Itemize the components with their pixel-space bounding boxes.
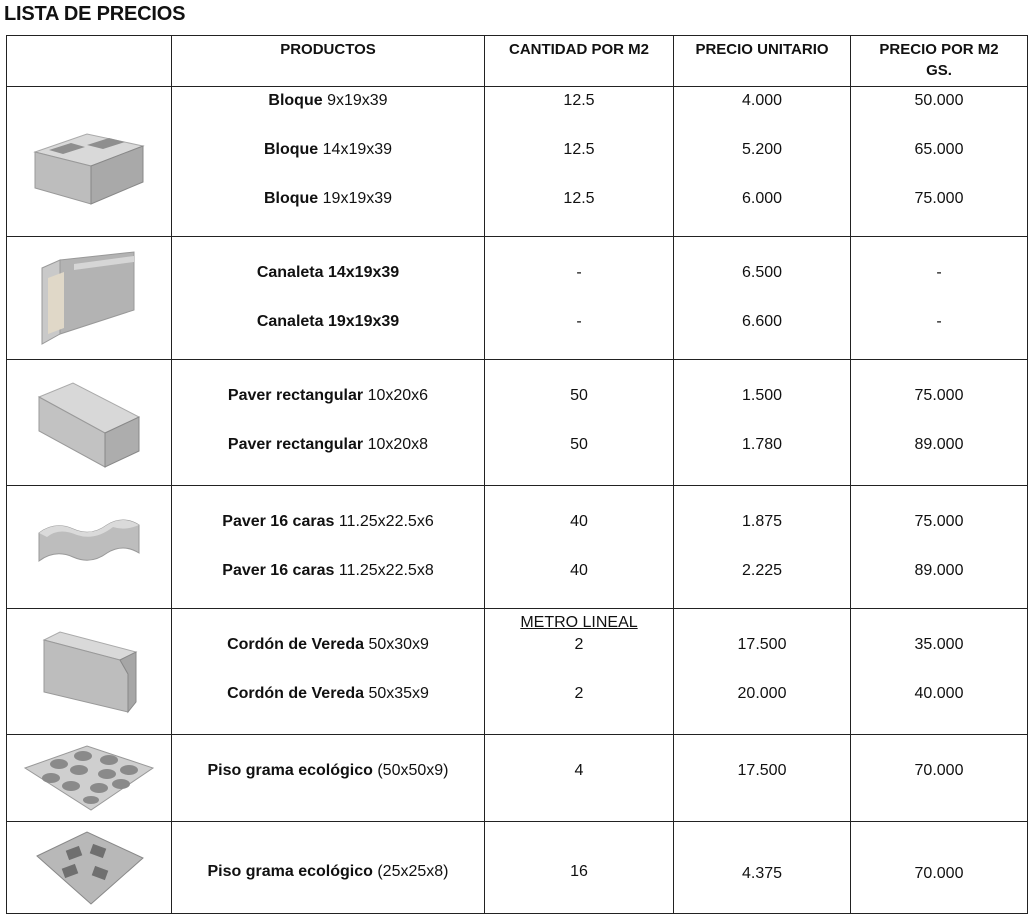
unit-price-value: 17.500 xyxy=(737,636,787,653)
product-group-bloque xyxy=(7,87,1028,237)
unit-price-value: 4.000 xyxy=(741,92,783,109)
grass-paver-grid-icon xyxy=(21,740,157,816)
image-cell xyxy=(7,87,172,237)
image-cell xyxy=(7,609,172,735)
product-names xyxy=(172,735,485,822)
image-cell xyxy=(7,822,172,914)
unit-price-value: 17.500 xyxy=(737,762,787,779)
quantity-cell xyxy=(485,360,674,486)
price-m2-cell xyxy=(851,360,1028,486)
quantity-value: 2 xyxy=(574,685,584,702)
quantity-cell xyxy=(485,609,674,735)
product-name: Bloque 9x19x39 xyxy=(268,92,388,109)
price-m2-value: 89.000 xyxy=(914,562,964,579)
price-m2-value: 40.000 xyxy=(914,685,964,702)
price-m2-cell xyxy=(851,735,1028,822)
u-channel-block-icon xyxy=(34,248,144,348)
unit-price-value: 1.780 xyxy=(741,436,783,453)
price-m2-value: 89.000 xyxy=(914,436,964,453)
quantity-cell xyxy=(485,237,674,360)
header-products: PRODUCTOS xyxy=(172,36,485,87)
product-name: Piso grama ecológico (50x50x9) xyxy=(207,762,449,779)
unit-price-value: 4.375 xyxy=(741,865,783,882)
quantity-value: 2 xyxy=(574,636,584,653)
product-name: Piso grama ecológico (25x25x8) xyxy=(207,863,449,880)
unit-price-value: 6.600 xyxy=(741,313,783,330)
quantity-value: 40 xyxy=(570,562,588,579)
quantity-cell xyxy=(485,822,674,914)
rectangular-paver-icon xyxy=(33,375,145,471)
unit-price-value: 20.000 xyxy=(737,685,787,702)
quantity-value: 50 xyxy=(570,436,588,453)
price-m2-cell xyxy=(851,87,1028,237)
product-name: Canaleta 14x19x39 xyxy=(256,264,400,281)
quantity-value: - xyxy=(576,264,582,281)
price-m2-value: 70.000 xyxy=(914,762,964,779)
unit-price-value: 6.500 xyxy=(741,264,783,281)
product-names xyxy=(172,87,485,237)
quantity-value: 16 xyxy=(570,863,588,880)
product-names xyxy=(172,822,485,914)
product-group-paver-rectangular xyxy=(7,360,1028,486)
quantity-value: 12.5 xyxy=(563,141,595,158)
product-group-piso-grama-50 xyxy=(7,735,1028,822)
quantity-value: - xyxy=(576,313,582,330)
unit-price-value: 1.875 xyxy=(741,513,783,530)
curb-stone-icon xyxy=(36,626,142,718)
product-name: Cordón de Vereda 50x35x9 xyxy=(227,685,429,702)
unit-price-cell xyxy=(674,360,851,486)
page-title: LISTA DE PRECIOS xyxy=(4,3,186,25)
price-m2-value: - xyxy=(936,313,942,330)
concrete-block-icon xyxy=(29,116,149,208)
header-row xyxy=(7,36,1028,87)
price-m2-cell xyxy=(851,822,1028,914)
image-cell xyxy=(7,735,172,822)
header-price-m2-line2: GS. xyxy=(926,62,952,79)
grass-paver-cross-icon xyxy=(29,826,149,910)
header-price-m2 xyxy=(851,36,1028,87)
unit-price-cell xyxy=(674,609,851,735)
product-names xyxy=(172,360,485,486)
product-group-cordon-de-vereda xyxy=(7,609,1028,735)
product-name: Paver 16 caras 11.25x22.5x8 xyxy=(222,562,434,579)
header-price-m2-line1: PRECIO POR M2 xyxy=(879,41,999,58)
quantity-value: 50 xyxy=(570,387,588,404)
product-name: Paver rectangular 10x20x8 xyxy=(227,436,429,453)
16-sided-paver-icon xyxy=(33,507,145,587)
quantity-cell xyxy=(485,87,674,237)
quantity-value: 40 xyxy=(570,513,588,530)
header-unit-price: PRECIO UNITARIO xyxy=(674,36,851,87)
price-m2-value: 65.000 xyxy=(914,141,964,158)
product-name: Cordón de Vereda 50x30x9 xyxy=(227,636,429,653)
unit-price-cell xyxy=(674,87,851,237)
quantity-cell xyxy=(485,735,674,822)
product-name: Canaleta 19x19x39 xyxy=(256,313,400,330)
unit-price-value: 6.000 xyxy=(741,190,783,207)
product-group-piso-grama-25 xyxy=(7,822,1028,914)
header-quantity: CANTIDAD POR M2 xyxy=(485,36,674,87)
product-name: Bloque 19x19x39 xyxy=(263,190,393,207)
quantity-value: 4 xyxy=(574,762,584,779)
product-names xyxy=(172,609,485,735)
product-names xyxy=(172,486,485,609)
price-m2-cell xyxy=(851,609,1028,735)
product-group-canaleta xyxy=(7,237,1028,360)
unit-price-value: 5.200 xyxy=(741,141,783,158)
image-cell xyxy=(7,360,172,486)
image-cell xyxy=(7,237,172,360)
product-name: Bloque 14x19x39 xyxy=(263,141,393,158)
quantity-unit-note: METRO LINEAL xyxy=(520,614,638,631)
quantity-cell xyxy=(485,486,674,609)
price-m2-cell xyxy=(851,486,1028,609)
product-group-paver-16-caras xyxy=(7,486,1028,609)
price-m2-value: 35.000 xyxy=(914,636,964,653)
unit-price-cell xyxy=(674,237,851,360)
unit-price-value: 2.225 xyxy=(741,562,783,579)
price-m2-value: 75.000 xyxy=(914,190,964,207)
unit-price-cell xyxy=(674,735,851,822)
price-m2-cell xyxy=(851,237,1028,360)
product-names xyxy=(172,237,485,360)
price-table xyxy=(6,35,1028,914)
price-m2-value: - xyxy=(936,264,942,281)
image-cell xyxy=(7,486,172,609)
unit-price-cell xyxy=(674,822,851,914)
header-image xyxy=(7,36,172,87)
price-m2-value: 75.000 xyxy=(914,387,964,404)
price-m2-value: 75.000 xyxy=(914,513,964,530)
price-m2-value: 70.000 xyxy=(914,865,964,882)
product-name: Paver 16 caras 11.25x22.5x6 xyxy=(222,513,434,530)
product-name: Paver rectangular 10x20x6 xyxy=(227,387,429,404)
quantity-value: 12.5 xyxy=(563,92,595,109)
unit-price-cell xyxy=(674,486,851,609)
unit-price-value: 1.500 xyxy=(741,387,783,404)
price-m2-value: 50.000 xyxy=(914,92,964,109)
quantity-value: 12.5 xyxy=(563,190,595,207)
